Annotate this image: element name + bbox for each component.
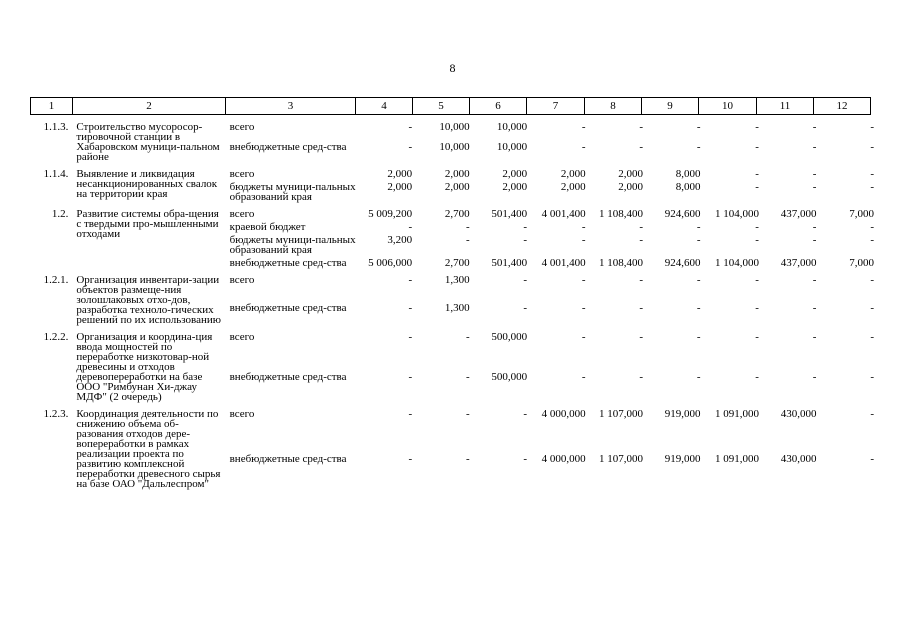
value-cell: - xyxy=(812,181,817,193)
value-cell: - xyxy=(755,370,759,383)
header-cell-7: 7 xyxy=(527,98,585,115)
header-cell-10: 10 xyxy=(699,98,757,115)
value-cell: - xyxy=(639,331,644,343)
value-cell: - xyxy=(755,234,759,246)
value-cell: - xyxy=(812,302,817,315)
value-cell: 437,000 xyxy=(780,257,817,269)
value-cell: - xyxy=(639,234,644,246)
value-cell: - xyxy=(639,221,644,233)
header-cell-4: 4 xyxy=(356,98,413,115)
value-cell: 3,200 xyxy=(387,234,413,246)
table-row xyxy=(30,122,877,139)
value-cell: - xyxy=(523,408,528,420)
value-cell: - xyxy=(465,453,470,466)
value-cell: - xyxy=(755,221,759,233)
value-cell: 500,000 xyxy=(491,370,528,383)
value-cell: - xyxy=(581,121,586,133)
value-cell: - xyxy=(696,234,701,246)
item-code: 1.1.3. xyxy=(43,121,69,133)
value-cell: 430,000 xyxy=(780,408,817,420)
value-cell: 1 108,400 xyxy=(599,257,644,269)
item-name: Координация деятельности по снижению объема об-разования отходов дере-вопереработки в рамках реализации проекта по развитию комплексной переработки древесного сырья на базе ОАО "Дальлеспром" xyxy=(76,408,221,490)
value-cell: - xyxy=(465,234,470,246)
value-cell: 2,000 xyxy=(444,168,470,180)
value-cell: - xyxy=(523,234,528,246)
value-cell: - xyxy=(870,274,874,286)
value-cell: 7,000 xyxy=(849,257,874,269)
value-cell: 2,700 xyxy=(444,208,470,220)
value-cell: - xyxy=(870,453,874,466)
value-cell: 500,000 xyxy=(491,331,528,343)
value-cell: - xyxy=(870,181,874,193)
item-code: 1.2.2. xyxy=(43,331,69,343)
header-cell-11: 11 xyxy=(757,98,814,115)
value-cell: - xyxy=(812,234,817,246)
funding-source: всего xyxy=(229,331,255,343)
value-cell: 4 000,000 xyxy=(541,408,586,420)
value-cell: 8,000 xyxy=(675,181,701,193)
value-cell: - xyxy=(696,370,701,383)
value-cell: - xyxy=(696,121,701,133)
value-cell: 2,000 xyxy=(387,181,413,193)
value-cell: - xyxy=(639,141,644,154)
value-cell: - xyxy=(639,370,644,383)
value-cell: 1 108,400 xyxy=(599,208,644,220)
value-cell: - xyxy=(696,274,701,286)
item-name: Строительство мусоросор-тировочной станции в Хабаровском муници-пальном районе xyxy=(76,121,220,163)
value-cell: 919,000 xyxy=(664,453,701,466)
value-cell: - xyxy=(812,274,817,286)
funding-source: внебюджетные сред-ства xyxy=(229,302,347,315)
item-code: 1.2. xyxy=(51,208,69,220)
item-name: Выявление и ликвидация несанкционированных свалок на территории края xyxy=(76,168,218,200)
table-row xyxy=(30,325,877,369)
funding-source: внебюджетные сред-ства xyxy=(229,141,347,154)
value-cell: 1 107,000 xyxy=(599,408,644,420)
value-cell: 2,700 xyxy=(444,257,470,269)
value-cell: - xyxy=(696,141,701,154)
funding-source: внебюджетные сред-ства xyxy=(229,370,347,383)
value-cell: 5 006,000 xyxy=(368,257,413,269)
value-cell: 4 001,400 xyxy=(541,257,586,269)
value-cell: - xyxy=(755,121,759,133)
funding-source: внебюджетные сред-ства xyxy=(229,257,347,269)
value-cell: - xyxy=(465,408,470,420)
value-cell: 2,000 xyxy=(618,168,644,180)
funding-source: всего xyxy=(229,168,255,180)
value-cell: 2,000 xyxy=(618,181,644,193)
value-cell: - xyxy=(870,141,874,154)
value-cell: - xyxy=(465,370,470,383)
value-cell: 2,000 xyxy=(387,168,413,180)
value-cell: - xyxy=(870,221,874,233)
value-cell: - xyxy=(870,302,874,315)
value-cell: - xyxy=(870,234,874,246)
value-cell: 4 001,400 xyxy=(541,208,586,220)
value-cell: - xyxy=(581,221,586,233)
value-cell: 430,000 xyxy=(780,453,817,466)
value-cell: - xyxy=(755,168,759,180)
item-name: Организация и координа-ция ввода мощностей по переработке низкотовар-ной древесины и отходов деревопереработки на базе ООО "Римбунан Хи-джау МДФ" (2 очередь) xyxy=(76,331,213,403)
value-cell: - xyxy=(408,453,413,466)
value-cell: 924,600 xyxy=(664,257,701,269)
item-code: 1.1.4. xyxy=(43,168,69,180)
value-cell: 1 107,000 xyxy=(599,453,644,466)
header-cell-9: 9 xyxy=(642,98,699,115)
value-cell: - xyxy=(523,453,528,466)
value-cell: - xyxy=(523,274,528,286)
header-cell-8: 8 xyxy=(585,98,642,115)
value-cell: - xyxy=(408,302,413,315)
value-cell: - xyxy=(755,302,759,315)
value-cell: 501,400 xyxy=(491,257,528,269)
value-cell: 10,000 xyxy=(439,141,470,154)
value-cell: - xyxy=(639,302,644,315)
value-cell: - xyxy=(755,141,759,154)
value-cell: - xyxy=(581,370,586,383)
value-cell: - xyxy=(581,141,586,154)
value-cell: - xyxy=(755,181,759,193)
value-cell: 919,000 xyxy=(664,408,701,420)
funding-source: бюджеты муници-пальных образований края xyxy=(229,181,356,203)
header-cell-12: 12 xyxy=(814,98,871,115)
value-cell: - xyxy=(523,302,528,315)
value-cell: - xyxy=(870,121,874,133)
value-cell: - xyxy=(870,331,874,343)
value-cell: 1 091,000 xyxy=(714,408,759,420)
value-cell: 1 104,000 xyxy=(714,257,759,269)
value-cell: - xyxy=(408,408,413,420)
value-cell: 10,000 xyxy=(496,121,528,133)
value-cell: 2,000 xyxy=(502,168,528,180)
program-table xyxy=(30,122,877,489)
header-row xyxy=(31,98,871,115)
funding-source: краевой бюджет xyxy=(229,221,306,233)
header-cell-1: 1 xyxy=(31,98,73,115)
value-cell: 437,000 xyxy=(780,208,817,220)
value-cell: 501,400 xyxy=(491,208,528,220)
value-cell: - xyxy=(870,370,874,383)
funding-source: всего xyxy=(229,208,255,220)
value-cell: 924,600 xyxy=(664,208,701,220)
value-cell: 8,000 xyxy=(675,168,701,180)
value-cell: 2,000 xyxy=(502,181,528,193)
header-cell-5: 5 xyxy=(413,98,470,115)
value-cell: - xyxy=(581,274,586,286)
value-cell: - xyxy=(408,370,413,383)
value-cell: - xyxy=(755,331,759,343)
header-cell-3: 3 xyxy=(226,98,356,115)
value-cell: - xyxy=(465,331,470,343)
value-cell: - xyxy=(812,141,817,154)
value-cell: - xyxy=(812,221,817,233)
value-cell: - xyxy=(581,234,586,246)
table-row xyxy=(30,268,877,300)
value-cell: - xyxy=(812,168,817,180)
funding-source: всего xyxy=(229,408,255,420)
item-name: Организация инвентари-зации объектов размеще-ния золошлаковых отхо-дов, разработка техноло-гических решений по их использованию xyxy=(76,274,221,326)
value-cell: 1,300 xyxy=(444,302,470,315)
funding-source: всего xyxy=(229,274,255,286)
value-cell: 1 104,000 xyxy=(714,208,759,220)
header-cell-2: 2 xyxy=(73,98,226,115)
value-cell: 7,000 xyxy=(849,208,874,220)
value-cell: - xyxy=(408,221,413,233)
value-cell: - xyxy=(812,331,817,343)
header-cell-6: 6 xyxy=(470,98,527,115)
value-cell: - xyxy=(696,302,701,315)
value-cell: - xyxy=(870,168,874,180)
value-cell: - xyxy=(581,331,586,343)
value-cell: 5 009,200 xyxy=(368,208,413,220)
funding-source: всего xyxy=(229,121,255,133)
value-cell: 10,000 xyxy=(439,121,470,133)
value-cell: - xyxy=(408,121,413,133)
value-cell: - xyxy=(696,221,701,233)
page-number: 8 xyxy=(449,61,456,75)
value-cell: 1 091,000 xyxy=(714,453,759,466)
value-cell: - xyxy=(696,331,701,343)
table-row xyxy=(30,162,877,179)
value-cell: 2,000 xyxy=(560,181,586,193)
table-row xyxy=(30,402,877,451)
value-cell: - xyxy=(870,408,874,420)
value-cell: - xyxy=(639,121,644,133)
value-cell: - xyxy=(755,274,759,286)
value-cell: - xyxy=(465,221,470,233)
value-cell: - xyxy=(408,141,413,154)
value-cell: - xyxy=(581,302,586,315)
value-cell: 2,000 xyxy=(444,181,470,193)
value-cell: - xyxy=(523,221,528,233)
table-row xyxy=(30,202,877,219)
value-cell: - xyxy=(408,274,413,286)
value-cell: - xyxy=(639,274,644,286)
value-cell: - xyxy=(408,331,413,343)
funding-source: внебюджетные сред-ства xyxy=(229,453,347,466)
value-cell: - xyxy=(812,121,817,133)
value-cell: 2,000 xyxy=(560,168,586,180)
value-cell: 1,300 xyxy=(444,274,470,286)
value-cell: - xyxy=(812,370,817,383)
column-number-header xyxy=(30,97,871,115)
value-cell: 10,000 xyxy=(496,141,528,154)
item-name: Развитие системы обра-щения с твердыми про-мышленными отходами xyxy=(76,208,219,240)
value-cell: 4 000,000 xyxy=(541,453,586,466)
funding-source: бюджеты муници-пальных образований края xyxy=(229,234,356,256)
item-code: 1.2.3. xyxy=(43,408,69,420)
item-code: 1.2.1. xyxy=(43,274,69,286)
